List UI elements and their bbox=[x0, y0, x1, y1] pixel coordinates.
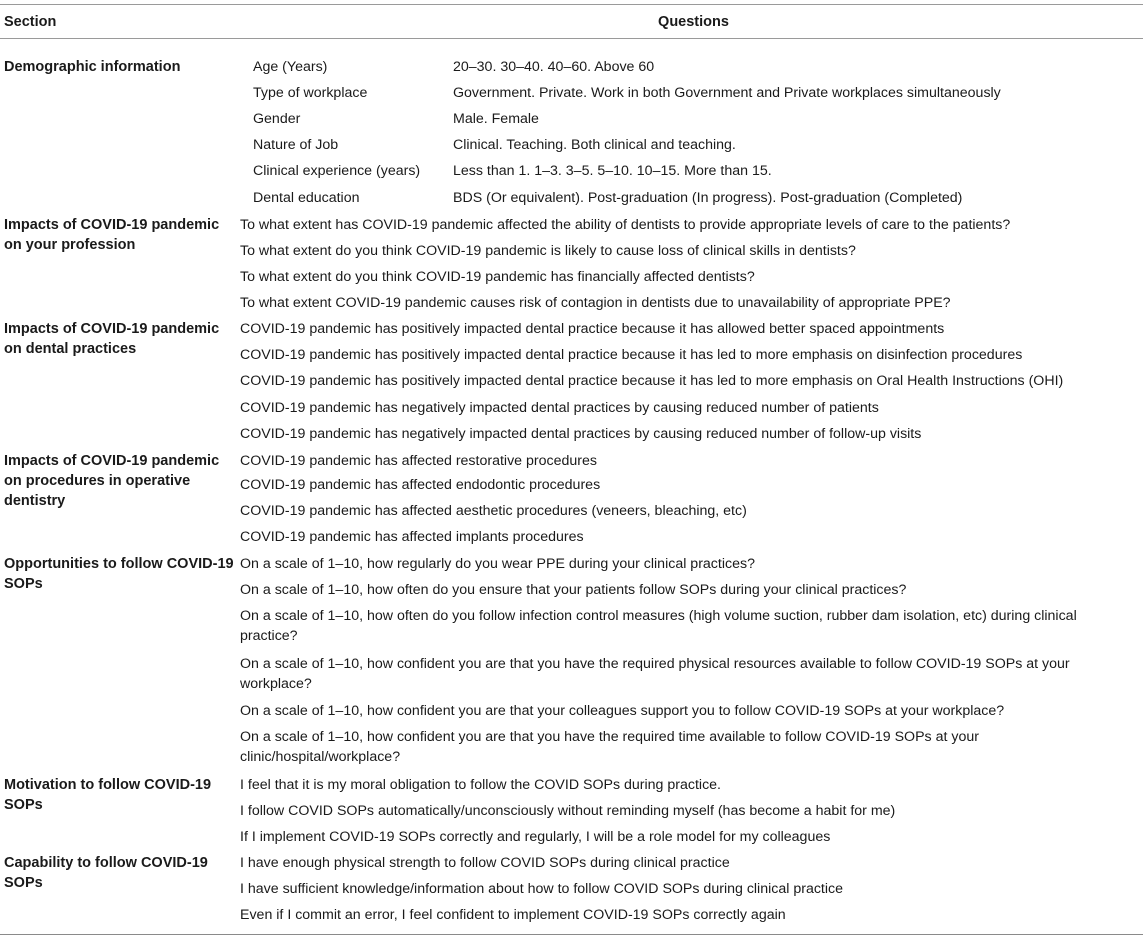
question-text: If I implement COVID-19 SOPs correctly and regularly, I will be a role model for my colleagues bbox=[240, 829, 831, 845]
question-text: Even if I commit an error, I feel confident to implement COVID-19 SOPs correctly again bbox=[240, 907, 786, 923]
demographic-options: Government. Private. Work in both Government and Private workplaces simultaneously bbox=[453, 85, 1001, 101]
question-text: To what extent COVID-19 pandemic causes risk of contagion in dentists due to unavailability of appropriate PPE? bbox=[240, 295, 951, 311]
question-text: To what extent do you think COVID-19 pandemic is likely to cause loss of clinical skills in dentists? bbox=[240, 243, 856, 259]
question-text: I feel that it is my moral obligation to follow the COVID SOPs during practice. bbox=[240, 777, 722, 793]
question-text: COVID-19 pandemic has affected implants procedures bbox=[240, 529, 584, 545]
question-text: On a scale of 1–10, how often do you follow infection control measures (high volume suction, rubber dam isolation, etc) during clinical practice? bbox=[240, 608, 1077, 644]
question-text: COVID-19 pandemic has negatively impacted dental practices by causing reduced number of follow-up visits bbox=[240, 426, 922, 442]
demographic-label: Dental education bbox=[253, 190, 360, 206]
header-rule bbox=[0, 38, 1143, 39]
question-text: COVID-19 pandemic has positively impacted dental practice because it has led to more emphasis on Oral Health Instructions (OHI) bbox=[240, 373, 1064, 389]
section-label-capability: Capability to follow COVID-19 SOPs bbox=[4, 855, 208, 891]
header-section: Section bbox=[4, 14, 57, 30]
section-label-profession: Impacts of COVID-19 pandemic on your profession bbox=[4, 217, 220, 253]
question-text: On a scale of 1–10, how regularly do you wear PPE during your clinical practices? bbox=[240, 556, 755, 572]
section-label-operative-dentistry: Impacts of COVID-19 pandemic on procedures in operative dentistry bbox=[4, 453, 220, 509]
demographic-options: BDS (Or equivalent). Post-graduation (In progress). Post-graduation (Completed) bbox=[453, 190, 963, 206]
question-text: On a scale of 1–10, how confident you are that you have the required physical resources available to follow COVID-19 SOPs at your workplace? bbox=[240, 656, 1070, 692]
demographic-options: Less than 1. 1–3. 3–5. 5–10. 10–15. More than 15. bbox=[453, 163, 772, 179]
question-text: COVID-19 pandemic has affected aesthetic procedures (veneers, bleaching, etc) bbox=[240, 503, 747, 519]
header-questions: Questions bbox=[658, 14, 729, 30]
demographic-options: Clinical. Teaching. Both clinical and teaching. bbox=[453, 137, 736, 153]
section-label-dental-practices: Impacts of COVID-19 pandemic on dental practices bbox=[4, 321, 220, 357]
question-text: I follow COVID SOPs automatically/unconsciously without reminding myself (has become a habit for me) bbox=[240, 803, 896, 819]
question-text: COVID-19 pandemic has affected endodontic procedures bbox=[240, 477, 601, 493]
question-text: To what extent has COVID-19 pandemic affected the ability of dentists to provide appropriate levels of care to the patients? bbox=[240, 217, 1011, 233]
question-text: On a scale of 1–10, how confident you are that you have the required time available to follow COVID-19 SOPs at your clinic/hospital/workplace? bbox=[240, 729, 979, 765]
section-label-demographics: Demographic information bbox=[4, 59, 181, 75]
question-text: COVID-19 pandemic has negatively impacted dental practices by causing reduced number of patients bbox=[240, 400, 879, 416]
demographic-label: Age (Years) bbox=[253, 59, 328, 75]
question-text: COVID-19 pandemic has positively impacted dental practice because it has allowed better spaced appointments bbox=[240, 321, 945, 337]
bottom-rule bbox=[0, 934, 1143, 935]
section-label-motivation: Motivation to follow COVID-19 SOPs bbox=[4, 777, 212, 813]
question-text: On a scale of 1–10, how often do you ensure that your patients follow SOPs during your clinical practices? bbox=[240, 582, 907, 598]
demographic-label: Type of workplace bbox=[253, 85, 368, 101]
top-rule bbox=[0, 4, 1143, 5]
demographic-options: 20–30. 30–40. 40–60. Above 60 bbox=[453, 59, 655, 75]
demographic-options: Male. Female bbox=[453, 111, 539, 127]
question-text: To what extent do you think COVID-19 pandemic has financially affected dentists? bbox=[240, 269, 755, 285]
demographic-label: Gender bbox=[253, 111, 301, 127]
demographic-label: Clinical experience (years) bbox=[253, 163, 421, 179]
question-text: COVID-19 pandemic has positively impacted dental practice because it has led to more emphasis on disinfection procedures bbox=[240, 347, 1023, 363]
question-text: COVID-19 pandemic has affected restorative procedures bbox=[240, 453, 597, 469]
question-text: I have enough physical strength to follow COVID SOPs during clinical practice bbox=[240, 855, 730, 871]
section-label-opportunities: Opportunities to follow COVID-19 SOPs bbox=[4, 556, 234, 592]
question-text: On a scale of 1–10, how confident you are that your colleagues support you to follow COVID-19 SOPs at your workplace? bbox=[240, 703, 1005, 719]
question-text: I have sufficient knowledge/information about how to follow COVID SOPs during clinical practice bbox=[240, 881, 844, 897]
demographic-label: Nature of Job bbox=[253, 137, 339, 153]
